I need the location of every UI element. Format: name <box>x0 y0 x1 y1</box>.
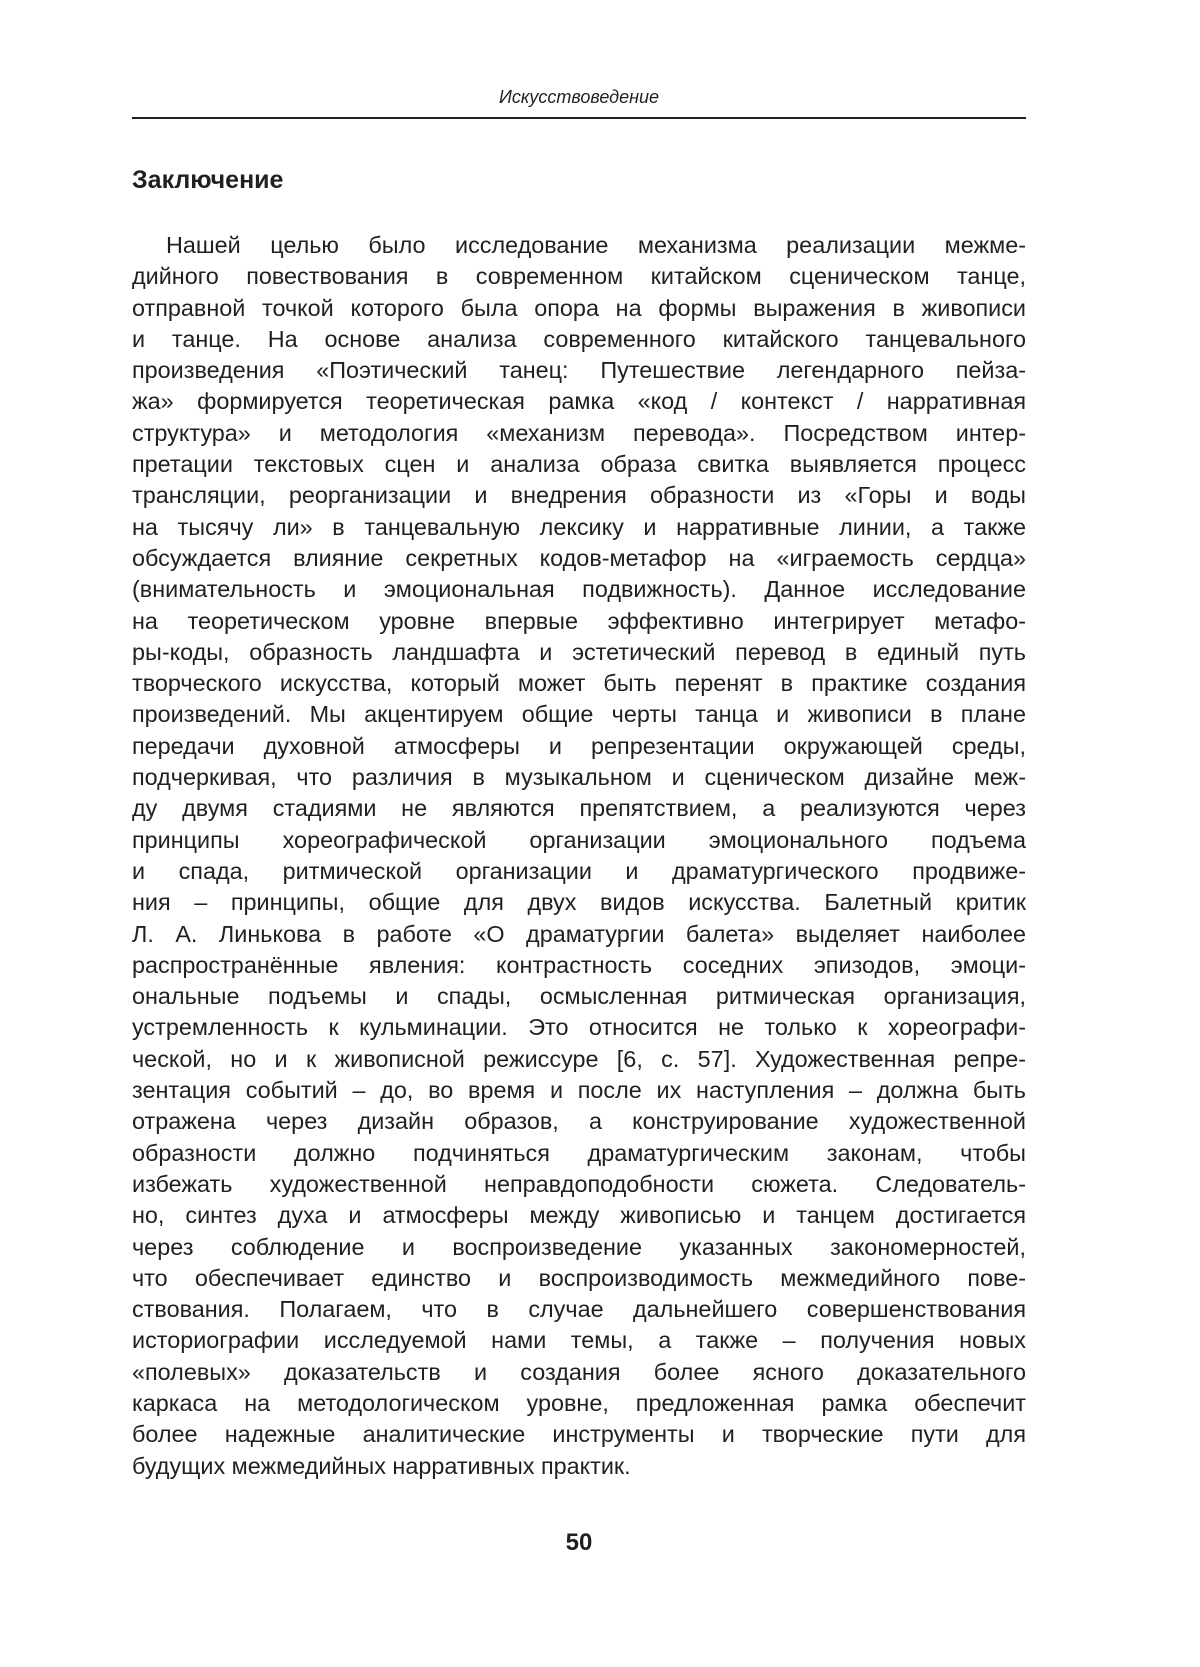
paragraph-line: отражена через дизайн образов, а конструирование художественной <box>132 1108 1026 1135</box>
paragraph-line: ческой, но и к живописной режиссуре [6, с. 57]. Художественная репре- <box>132 1045 1026 1072</box>
paragraph-line: и спада, ритмической организации и драматургического продвиже- <box>132 857 1026 884</box>
paragraph-line: ду двумя стадиями не являются препятствием, а реализуются через <box>132 795 1026 822</box>
paragraph-line: и танце. На основе анализа современного китайского танцевального <box>132 325 1026 352</box>
page-number: 50 <box>565 1529 593 1556</box>
paragraph-line: на теоретическом уровне впервые эффективно интегрирует метафо- <box>132 607 1026 634</box>
paragraph-line: ния – принципы, общие для двух видов искусства. Балетный критик <box>132 889 1026 916</box>
paragraph-line: зентация событий – до, во время и после их наступления – должна быть <box>132 1077 1026 1104</box>
paragraph-line: трансляции, реорганизации и внедрения образности из «Горы и воды <box>132 482 1026 509</box>
paragraph-line: более надежные аналитические инструменты и творческие пути для <box>132 1421 1026 1448</box>
paragraph-line: образности должно подчиняться драматургическим законам, чтобы <box>132 1139 1026 1166</box>
paragraph-line: «полевых» доказательств и создания более ясного доказательного <box>132 1358 1026 1385</box>
paragraph-line: принципы хореографической организации эмоционального подъема <box>132 826 1026 853</box>
header-rule <box>132 117 1026 119</box>
paragraph-line: претации текстовых сцен и анализа образа свитка выявляется процесс <box>132 451 1026 478</box>
paragraph-line: ональные подъемы и спады, осмысленная ритмическая организация, <box>132 983 1026 1010</box>
paragraph-line: устремленность к кульминации. Это относится не только к хореографи- <box>132 1014 1026 1041</box>
section-title: Заключение <box>132 166 284 194</box>
paragraph-line: ры-коды, образность ландшафта и эстетический перевод в единый путь <box>132 638 1026 665</box>
paragraph-line: обсуждается влияние секретных кодов-метафор на «играемость сердца» <box>132 544 1026 571</box>
paragraph-line: отправной точкой которого была опора на формы выражения в живописи <box>132 294 1026 321</box>
paragraph-line: структура» и методология «механизм перевода». Посредством интер- <box>132 419 1026 446</box>
paragraph-line: будущих межмедийных нарративных практик. <box>132 1452 631 1479</box>
paragraph-line: каркаса на методологическом уровне, предложенная рамка обеспечит <box>132 1389 1026 1416</box>
paragraph-line: произведений. Мы акцентируем общие черты танца и живописи в плане <box>132 701 1026 728</box>
paragraph-line: (внимательность и эмоциональная подвижность). Данное исследование <box>132 576 1026 603</box>
paragraph-line: через соблюдение и воспроизведение указанных закономерностей, <box>132 1233 1026 1260</box>
body-paragraph <box>132 230 1026 1482</box>
paragraph-line: но, синтез духа и атмосферы между живописью и танцем достигается <box>132 1202 1026 1229</box>
paragraph-line: передачи духовной атмосферы и репрезентации окружающей среды, <box>132 732 1026 759</box>
paragraph-line: жа» формируется теоретическая рамка «код / контекст / нарративная <box>132 388 1026 415</box>
paragraph-line: что обеспечивает единство и воспроизводимость межмедийного пове- <box>132 1264 1026 1291</box>
running-head: Искусствоведение <box>498 87 660 107</box>
paragraph-line: творческого искусства, который может быть перенят в практике создания <box>132 670 1026 697</box>
paragraph-line: на тысячу ли» в танцевальную лексику и нарративные линии, а также <box>132 513 1026 540</box>
paragraph-line: историографии исследуемой нами темы, а также – получения новых <box>132 1327 1026 1354</box>
paragraph-line: распространённые явления: контрастность соседних эпизодов, эмоци- <box>132 951 1026 978</box>
paragraph-line: подчеркивая, что различия в музыкальном и сценическом дизайне меж- <box>132 764 1026 791</box>
paragraph-line: Нашей целью было исследование механизма реализации межме- <box>166 232 1026 258</box>
paragraph-line: ствования. Полагаем, что в случае дальнейшего совершенствования <box>132 1296 1026 1323</box>
paragraph-line: дийного повествования в современном китайском сценическом танце, <box>132 263 1026 290</box>
paragraph-line: произведения «Поэтический танец: Путешествие легендарного пейза- <box>132 357 1026 384</box>
paragraph-line: избежать художественной неправдоподобности сюжета. Следователь- <box>132 1170 1026 1197</box>
paragraph-line: Л. А. Линькова в работе «О драматургии балета» выделяет наиболее <box>132 920 1026 947</box>
